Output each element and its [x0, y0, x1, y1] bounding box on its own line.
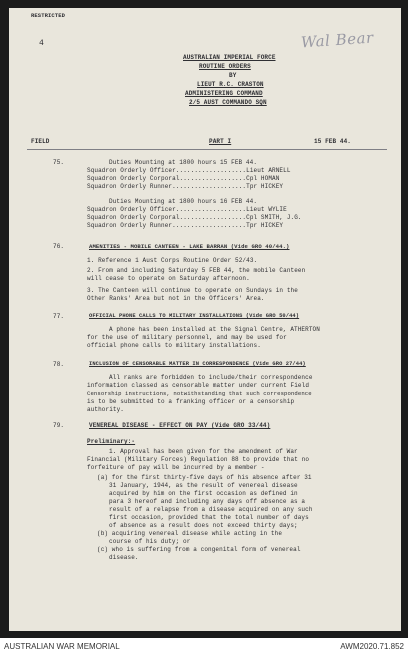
title-line-2: ROUTINE ORDERS: [199, 63, 251, 70]
item-number: 75.: [53, 159, 65, 166]
item-line: Squadron Orderly Corporal..................Cpl SMITH, J.G.: [87, 214, 302, 221]
item-line: (c) who is suffering from a congenital form of venereal: [97, 546, 301, 553]
item-line: Censorship instructions, notwithstanding that such correspondence: [87, 390, 312, 397]
item-line: A phone has been installed at the Signal Centre, ATHERTON: [109, 326, 320, 333]
archive-footer: [0, 638, 408, 653]
page-mark: 4: [39, 39, 44, 48]
item-line: official phone calls to military installations.: [87, 342, 261, 349]
item-line: of absence as a result does not exceed thirty days;: [109, 522, 298, 529]
item-number: 79.: [53, 422, 65, 429]
item-heading: OFFICIAL PHONE CALLS TO MILITARY INSTALLATIONS (Vide GRO 50/44): [89, 313, 300, 319]
item-number: 78.: [53, 361, 65, 368]
item-line: acquired by him on the first occasion as defined in: [109, 490, 298, 497]
item-line: is to be submitted to a franking officer or a censorship: [87, 398, 295, 405]
title-line-4: LIEUT R.C. CRASTON: [197, 81, 264, 88]
item-line: information classed as censorable matter under current Field: [87, 382, 310, 389]
item-line: Other Ranks' Area but not in the Officers' Area.: [87, 295, 265, 302]
item-line: course of his duty; or: [109, 538, 191, 545]
item-heading: INCLUSION OF CENSORABLE MATTER IN CORRESPONDENCE (Vide GRO 27/44): [89, 361, 306, 367]
item-line: Duties Mounting at 1800 hours 15 FEB 44.: [109, 159, 258, 166]
item-heading: AMENITIES - MOBILE CANTEEN - LAKE BARRAN (Vide GRO 40/44.): [89, 243, 290, 250]
archive-name: AUSTRALIAN WAR MEMORIAL: [4, 642, 120, 651]
item-line: Squadron Orderly Officer...................Lieut WYLIE: [87, 206, 287, 213]
item-line: para 3 hereof and including any days off absence as a: [109, 498, 306, 505]
item-line: 2. From and including Saturday 5 FEB 44, the mobile Canteen: [87, 267, 306, 274]
item-line: for the use of military personnel, and may be used for: [87, 334, 287, 341]
item-line: disease.: [109, 554, 139, 561]
item-line: 1. Reference 1 Aust Corps Routine Order 52/43.: [87, 257, 258, 264]
title-line-3: BY: [229, 72, 237, 79]
handwritten-signature: Wal Bear: [300, 28, 375, 52]
title-line-6: 2/5 AUST COMMANDO SQN: [189, 99, 267, 106]
item-line: Squadron Orderly Runner....................Tpr HICKEY: [87, 183, 284, 190]
field-label: FIELD: [31, 138, 50, 145]
item-line: Squadron Orderly Corporal..................Cpl HOMAN: [87, 175, 280, 182]
item-line: (b) acquiring venereal disease while acting in the: [97, 530, 283, 537]
divider: [27, 149, 387, 150]
title-line-1: AUSTRALIAN IMPERIAL FORCE: [183, 54, 276, 61]
item-line: forfeiture of pay will be incurred by a member -: [87, 464, 265, 471]
item-line: authority.: [87, 406, 125, 413]
item-line: first occasion, provided that the total number of days: [109, 514, 309, 521]
part-label: PART I: [209, 138, 232, 145]
item-line: Squadron Orderly Officer...................Lieut ARNELL: [87, 167, 291, 174]
item-line: will cease to operate on Saturday afternoon.: [87, 275, 250, 282]
item-line: 31 January, 1944, as the result of venereal disease: [109, 482, 298, 489]
item-line: (a) for the first thirty-five days of his absence after 31: [97, 474, 312, 481]
item-line: Financial (Military Forces) Regulation 88 to provide that no: [87, 456, 310, 463]
item-line: result of a relapse from a disease acquired on any such: [109, 506, 313, 513]
item-subheading: Preliminary:-: [87, 438, 136, 445]
order-date: 15 FEB 44.: [314, 138, 352, 145]
item-line: Squadron Orderly Runner....................Tpr HICKEY: [87, 222, 284, 229]
title-line-5: ADMINISTERING COMMAND: [185, 90, 263, 97]
item-line: All ranks are forbidden to include/their correspondence: [109, 374, 313, 381]
document-page: [9, 8, 401, 631]
archive-reference: AWM2020.71.852: [340, 642, 404, 651]
item-line: Duties Mounting at 1800 hours 16 FEB 44.: [109, 198, 258, 205]
item-heading: VENEREAL DISEASE - EFFECT ON PAY (Vide GRO 33/44): [89, 422, 271, 429]
item-number: 77.: [53, 313, 65, 320]
item-number: 76.: [53, 243, 65, 250]
item-line: 1. Approval has been given for the amendment of War: [109, 448, 298, 455]
classification-stamp: RESTRICTED: [31, 12, 66, 19]
item-line: 3. The Canteen will continue to operate on Sundays in the: [87, 287, 298, 294]
